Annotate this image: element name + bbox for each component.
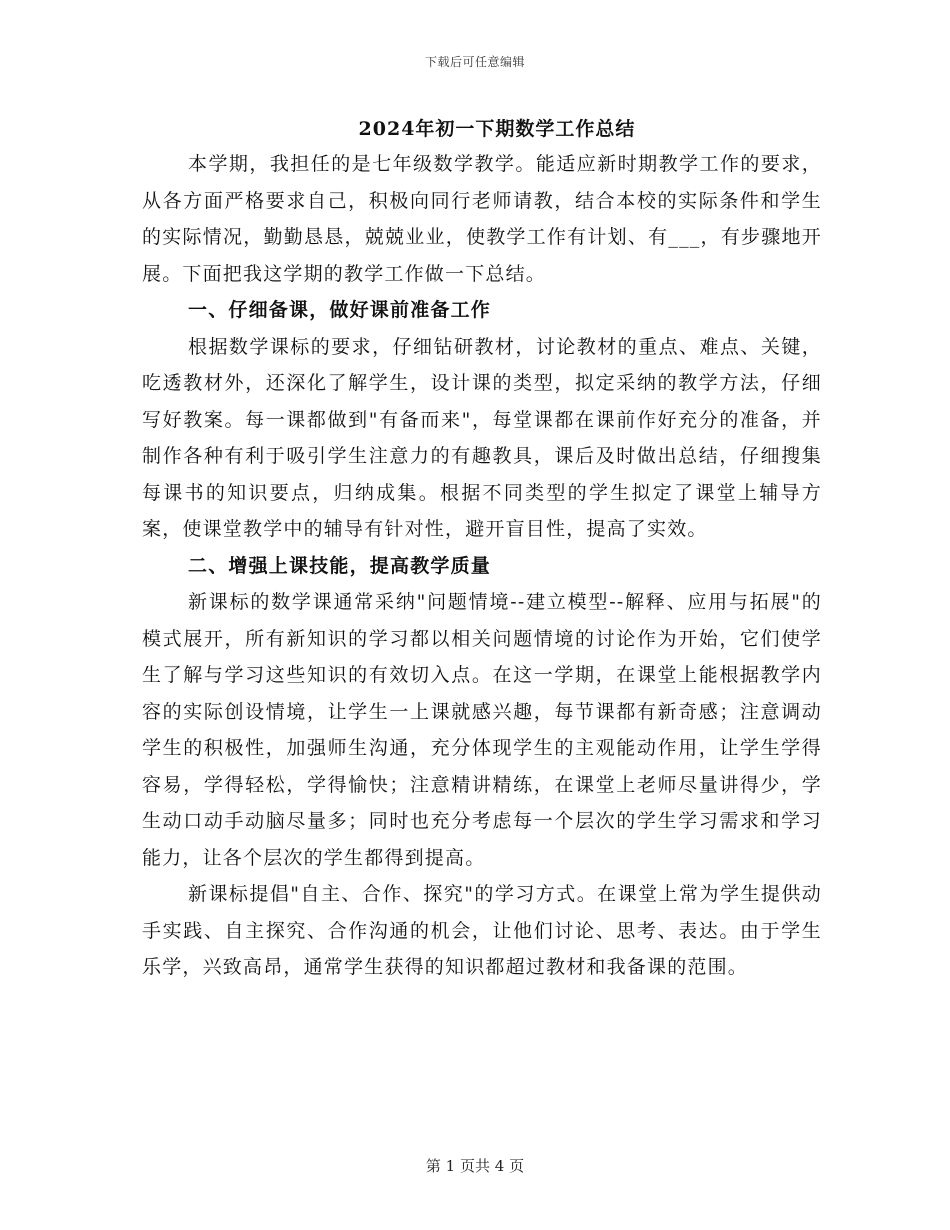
section-heading-1: 一、仔细备课，做好课前准备工作 <box>188 299 492 321</box>
section-1-paragraph: 根据数学课标的要求，仔细钻研教材，讨论教材的重点、难点、关键，吃透教材外，还深化了解学生，设计课的类型，拟定采纳的教学方法，仔细写好教案。每一课都做到"有备而来"，每堂课都在课前作好充分的准备，并制作各种有利于吸引学生注意力的有趣教具，课后及时做出总结，仔细搜集每课书的知识要点，归纳成集。根据不同类型的学生拟定了课堂上辅导方案，使课堂教学中的辅导有针对性，避开盲目性，提高了实效。 <box>142 335 822 540</box>
document-title: 2024年初一下期数学工作总结 <box>358 118 636 140</box>
intro-paragraph: 本学期，我担任的是七年级数学教学。能适应新时期教学工作的要求，从各方面严格要求自己，积极向同行老师请教，结合本校的实际条件和学生的实际情况，勤勤恳恳，兢兢业业，使教学工作有计划、有___，有步骤地开展。下面把我这学期的教学工作做一下总结。 <box>142 153 822 285</box>
section-heading-2: 二、增强上课技能，提高教学质量 <box>188 554 492 577</box>
section-2-paragraph-1: 新课标的数学课通常采纳"问题情境--建立模型--解释、应用与拓展"的模式展开，所有新知识的学习都以相关问题情境的讨论作为开始，它们使学生了解与学习这些知识的有效切入点。在这一学期，在课堂上能根据教学内容的实际创设情境，让学生一上课就感兴趣，每节课都有新奇感；注意调动学生的积极性，加强师生沟通，充分体现学生的主观能动作用，让学生学得容易，学得轻松，学得愉快；注意精讲精练，在课堂上老师尽量讲得少，学生动口动手动脑尽量多；同时也充分考虑每一个层次的学生学习需求和学习能力，让各个层次的学生都得到提高。 <box>142 591 822 869</box>
section-2-paragraph-2: 新课标提倡"自主、合作、探究"的学习方式。在课堂上常为学生提供动手实践、自主探究、合作沟通的机会，让他们讨论、思考、表达。由于学生乐学，兴致高昂，通常学生获得的知识都超过教材和我备课的范围。 <box>142 883 822 978</box>
page-number: 第 1 页共 4 页 <box>425 1157 525 1175</box>
page-header-note: 下载后可任意编辑 <box>424 55 525 69</box>
document-body <box>142 114 822 986</box>
